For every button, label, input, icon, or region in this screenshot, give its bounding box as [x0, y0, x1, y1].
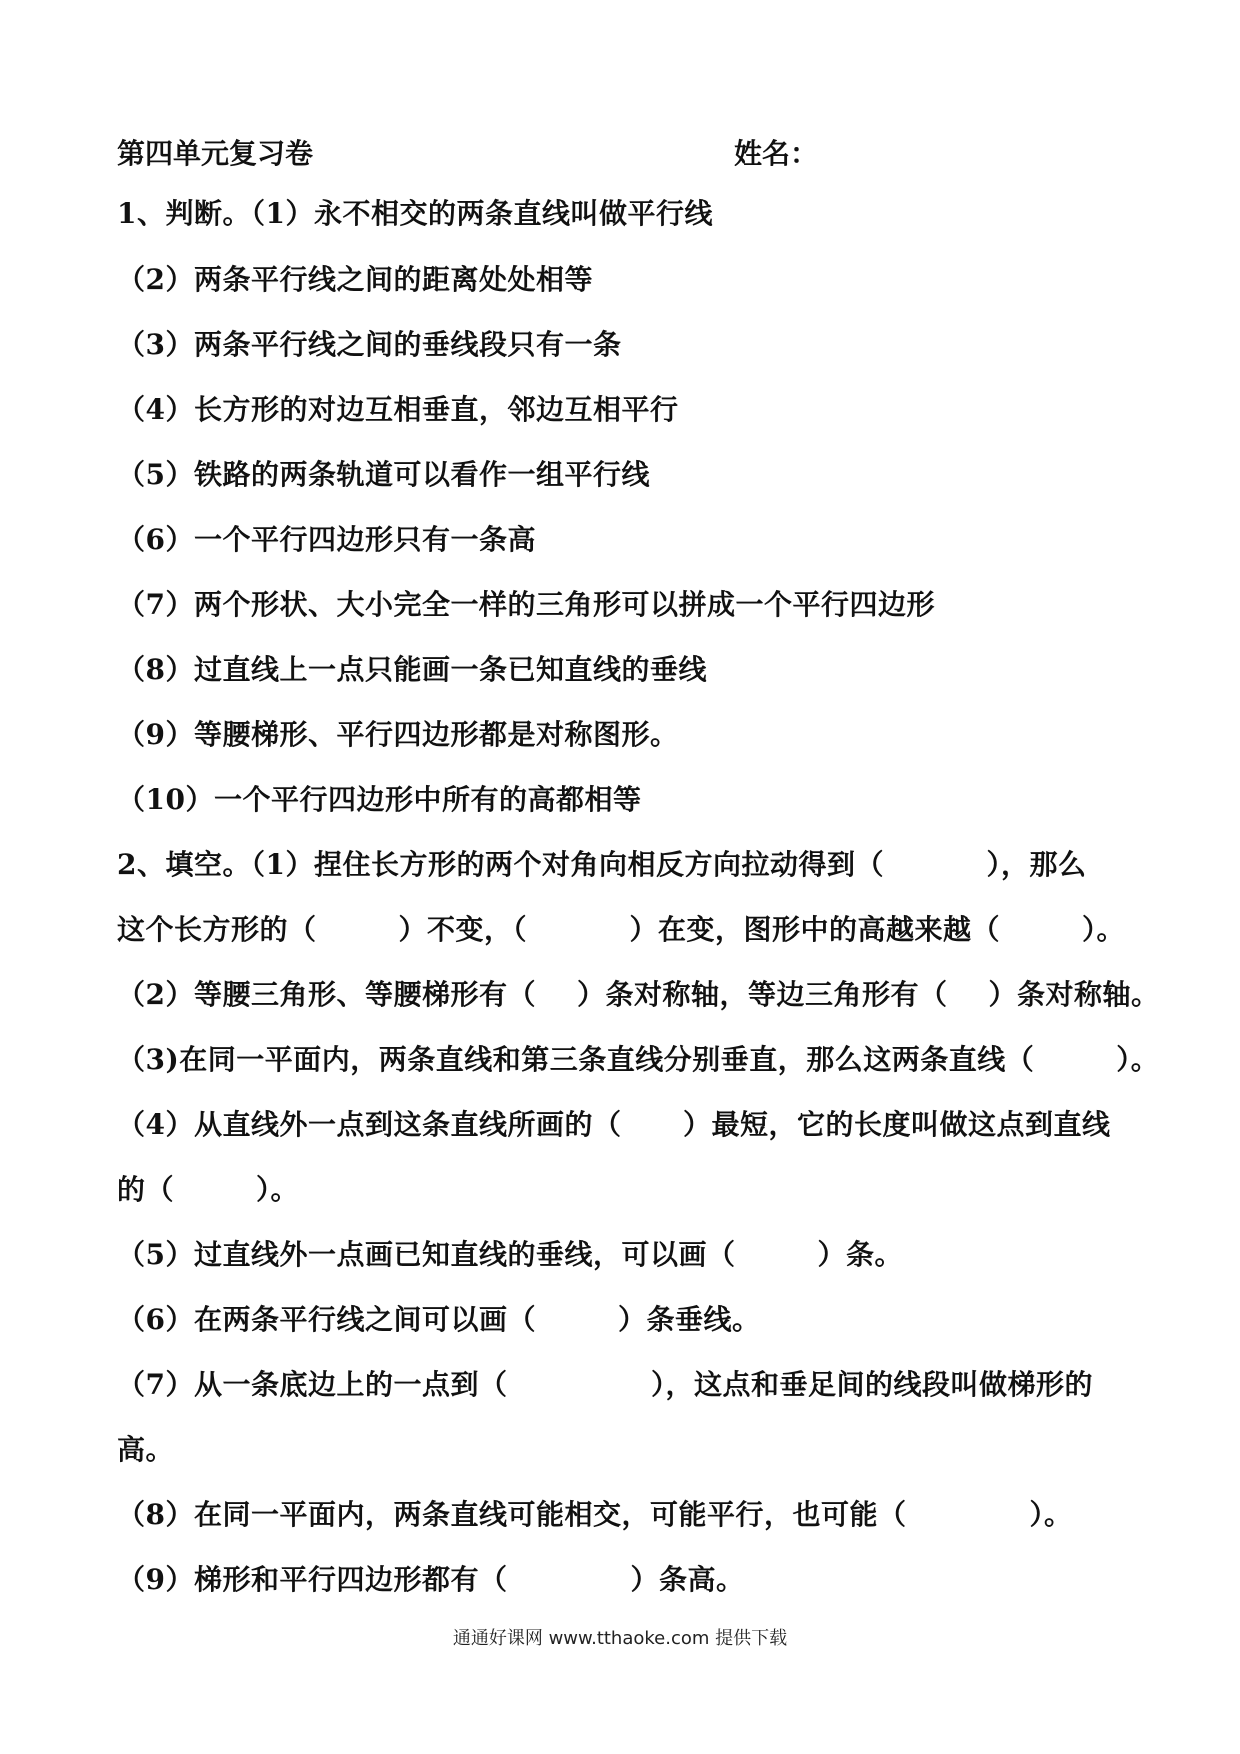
question-line: 的（ ）。 [117, 1173, 299, 1206]
question-line: （7）从一条底边上的一点到（ ），这点和垂足间的线段叫做梯形的 [117, 1368, 1093, 1401]
question-line: （3)在同一平面内，两条直线和第三条直线分别垂直，那么这两条直线（ ）。 [117, 1043, 1160, 1076]
question-line: （6）在两条平行线之间可以画（ ）条垂线。 [117, 1303, 761, 1336]
question-line: （5）过直线外一点画已知直线的垂线，可以画（ ）条。 [117, 1238, 903, 1271]
question-line: （7）两个形状、大小完全一样的三角形可以拼成一个平行四边形 [117, 588, 935, 621]
question-line: 高。 [117, 1433, 175, 1466]
question-line: （6）一个平行四边形只有一条高 [117, 523, 536, 556]
question-line: 1、判断。（1）永不相交的两条直线叫做平行线 [117, 197, 713, 230]
page-title: 第四单元复习卷 [117, 137, 314, 170]
question-line: （10）一个平行四边形中所有的高都相等 [117, 783, 642, 816]
question-line: 这个长方形的（ ）不变，（ ）在变，图形中的高越来越（ ）。 [117, 913, 1125, 946]
question-line: （8）过直线上一点只能画一条已知直线的垂线 [117, 653, 707, 686]
question-line: （4）从直线外一点到这条直线所画的（ ）最短，它的长度叫做这点到直线 [117, 1108, 1111, 1141]
question-line: 2、填空。（1）捏住长方形的两个对角向相反方向拉动得到（ ），那么 [117, 848, 1087, 881]
question-line: （2）两条平行线之间的距离处处相等 [117, 263, 593, 296]
question-line: （8）在同一平面内，两条直线可能相交，可能平行，也可能（ ）。 [117, 1498, 1073, 1531]
question-line: （9）等腰梯形、平行四边形都是对称图形。 [117, 718, 679, 751]
footer-watermark: 通通好课网 www.tthaoke.com 提供下载 [452, 1628, 788, 1649]
name-label: 姓名： [734, 137, 819, 170]
question-line: （2）等腰三角形、等腰梯形有（ ）条对称轴，等边三角形有（ ）条对称轴。 [117, 978, 1160, 1011]
question-line: （5）铁路的两条轨道可以看作一组平行线 [117, 458, 650, 491]
question-line: （3）两条平行线之间的垂线段只有一条 [117, 328, 622, 361]
question-line: （9）梯形和平行四边形都有（ ）条高。 [117, 1563, 745, 1596]
question-line: （4）长方形的对边互相垂直，邻边互相平行 [117, 393, 679, 426]
